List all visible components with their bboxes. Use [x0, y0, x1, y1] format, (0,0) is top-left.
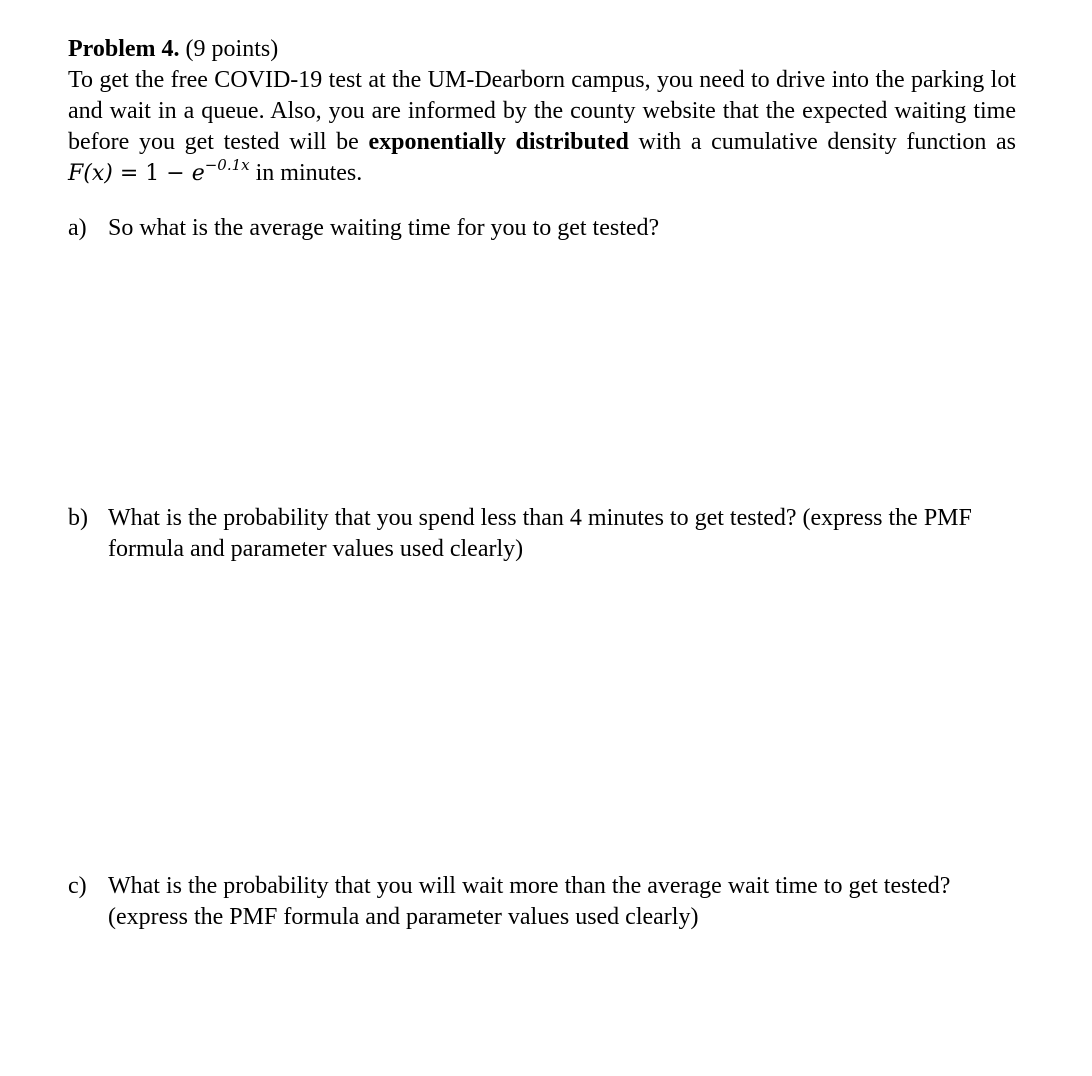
question-c	[68, 871, 1016, 933]
intro-text-2: with a cumulative density function as	[628, 129, 1017, 155]
question-label: c)	[68, 873, 87, 899]
problem-statement	[68, 34, 1016, 189]
intro-text-1: To get the free COVID-19 test at the UM-Dearborn campus, you need to drive into the parking lot and wait in a queue. Also, you are informed by the county website that the expected waiting time before you get tested will be	[68, 67, 1016, 155]
question-text: What is the probability that you spend less than 4 minutes to get tested? (express the PMF formula and parameter values used clearly)	[108, 505, 972, 562]
problem-title: Problem 4.	[68, 36, 180, 62]
question-b	[68, 503, 1016, 565]
intro-text-3: in minutes.	[249, 160, 363, 186]
question-label: a)	[68, 215, 87, 241]
problem-intro	[68, 65, 1016, 189]
question-text: So what is the average waiting time for you to get tested?	[108, 215, 660, 241]
formula-exponent: −0.1x	[204, 156, 250, 174]
formula-base: e	[191, 161, 205, 186]
problem-points: (9 points)	[185, 36, 279, 62]
question-label: b)	[68, 505, 88, 531]
formula-equals: = 1 −	[112, 161, 192, 186]
formula-lhs: F(x)	[68, 161, 113, 186]
question-text: What is the probability that you will wait more than the average wait time to get tested? (express the PMF formula and parameter values used clearly)	[108, 873, 951, 930]
question-a	[68, 213, 1016, 244]
intro-bold-term: exponentially distributed	[368, 129, 629, 155]
problem-heading	[68, 34, 1016, 65]
